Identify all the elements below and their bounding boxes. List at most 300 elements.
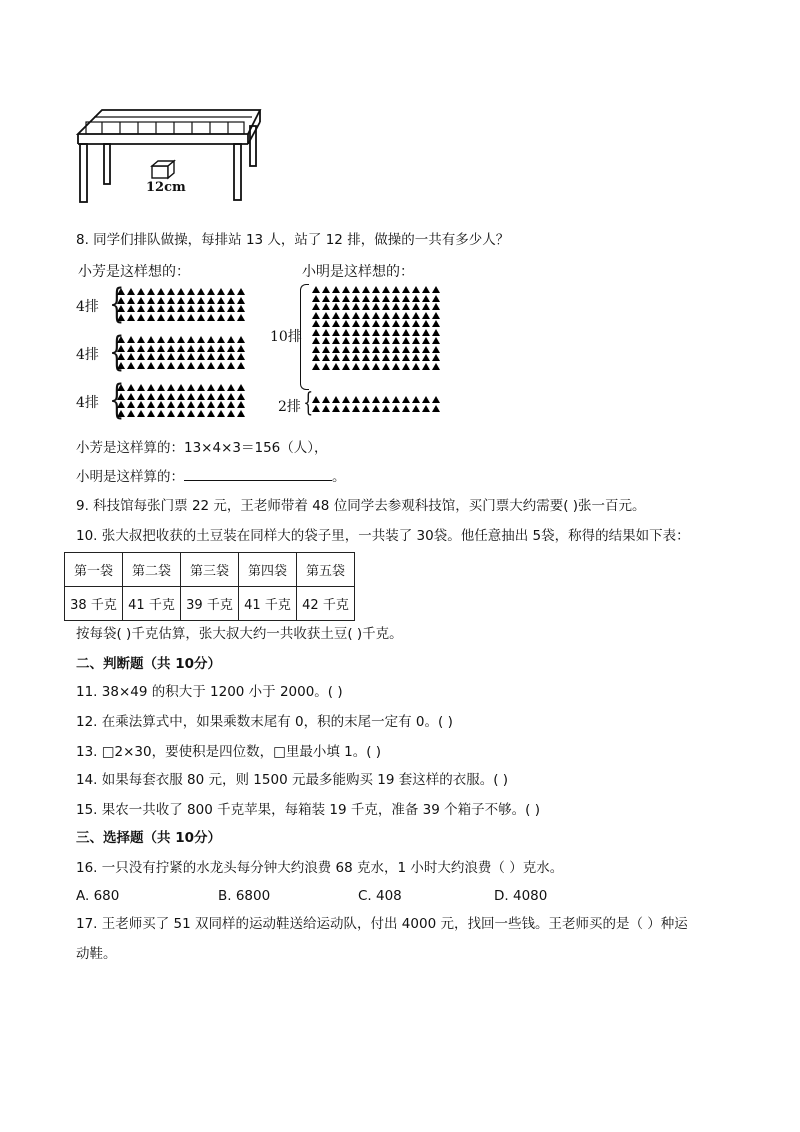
triangle-icon <box>217 353 225 360</box>
triangle-icon <box>117 401 125 408</box>
triangle-icon <box>352 329 360 336</box>
triangle-icon <box>227 362 235 369</box>
triangle-icon <box>432 286 440 293</box>
triangle-icon <box>342 312 350 319</box>
triangle-icon <box>392 329 400 336</box>
triangle-icon <box>432 312 440 319</box>
triangle-icon <box>372 354 380 361</box>
question-13: 13. □2×30，要使积是四位数，□里最小填 1。( ) <box>76 744 382 760</box>
triangle-icon <box>187 297 195 304</box>
triangle-icon <box>157 336 165 343</box>
triangle-icon <box>352 312 360 319</box>
triangle-icon <box>157 345 165 352</box>
triangle-icon <box>167 410 175 417</box>
question-10-followup: 按每袋( )千克估算，张大叔大约一共收获土豆( )千克。 <box>76 626 403 642</box>
section-2-heading: 二、判断题（共 10分） <box>76 656 221 672</box>
triangle-icon <box>342 329 350 336</box>
triangle-icon <box>392 286 400 293</box>
triangle-icon <box>227 345 235 352</box>
triangle-icon <box>362 405 370 412</box>
triangle-icon <box>127 314 135 321</box>
triangle-icon <box>227 384 235 391</box>
triangle-icon <box>157 288 165 295</box>
triangle-icon <box>177 305 185 312</box>
triangle-icon <box>382 312 390 319</box>
triangle-icon <box>167 345 175 352</box>
triangle-icon <box>422 312 430 319</box>
triangle-icon <box>197 305 205 312</box>
triangle-icon <box>157 384 165 391</box>
triangle-icon <box>117 288 125 295</box>
xiaofang-group-label-2: 4排 <box>76 347 99 363</box>
triangle-icon <box>197 401 205 408</box>
triangle-icon <box>372 286 380 293</box>
triangle-icon <box>207 314 215 321</box>
triangle-icon <box>372 320 380 327</box>
triangle-icon <box>187 336 195 343</box>
triangle-icon <box>322 354 330 361</box>
triangle-icon <box>117 393 125 400</box>
triangle-icon <box>342 286 350 293</box>
xiaofang-triangle-grid-3 <box>117 384 247 417</box>
triangle-icon <box>197 393 205 400</box>
triangle-icon <box>322 312 330 319</box>
triangle-icon <box>197 336 205 343</box>
triangle-icon <box>342 405 350 412</box>
triangle-icon <box>237 297 245 304</box>
triangle-icon <box>412 320 420 327</box>
potato-weight-table <box>64 552 355 621</box>
triangle-icon <box>402 337 410 344</box>
triangle-icon <box>167 314 175 321</box>
table-value-cell: 42 千克 <box>297 587 355 621</box>
triangle-icon <box>207 305 215 312</box>
triangle-icon <box>332 295 340 302</box>
triangle-icon <box>382 363 390 370</box>
triangle-icon <box>127 353 135 360</box>
triangle-icon <box>312 337 320 344</box>
xiaofang-calculation: 小芳是这样算的：13×4×3＝156（人）， <box>76 440 328 456</box>
triangle-icon <box>322 346 330 353</box>
triangle-icon <box>167 353 175 360</box>
triangle-icon <box>312 396 320 403</box>
triangle-icon <box>322 303 330 310</box>
triangle-icon <box>352 354 360 361</box>
triangle-icon <box>127 288 135 295</box>
brace-icon: { <box>303 388 314 418</box>
triangle-icon <box>137 401 145 408</box>
triangle-icon <box>117 305 125 312</box>
triangle-icon <box>322 329 330 336</box>
brace-icon: { <box>109 281 125 327</box>
triangle-icon <box>157 297 165 304</box>
triangle-icon <box>187 362 195 369</box>
triangle-icon <box>237 353 245 360</box>
triangle-icon <box>342 363 350 370</box>
triangle-icon <box>157 393 165 400</box>
triangle-icon <box>217 314 225 321</box>
triangle-icon <box>332 354 340 361</box>
triangle-icon <box>137 297 145 304</box>
table-value-cell: 41 千克 <box>123 587 181 621</box>
triangle-icon <box>312 286 320 293</box>
triangle-icon <box>187 384 195 391</box>
brace-icon: { <box>109 329 125 375</box>
triangle-icon <box>117 410 125 417</box>
triangle-icon <box>402 295 410 302</box>
triangle-icon <box>402 405 410 412</box>
triangle-icon <box>312 320 320 327</box>
triangle-icon <box>237 384 245 391</box>
xiaoming-calculation <box>76 466 346 487</box>
triangle-icon <box>217 345 225 352</box>
triangle-icon <box>137 336 145 343</box>
triangle-icon <box>127 305 135 312</box>
triangle-icon <box>117 353 125 360</box>
xiaofang-group-label-1: 4排 <box>76 299 99 315</box>
question-14: 14. 如果每套衣服 80 元，则 1500 元最多能购买 19 套这样的衣服。( ) <box>76 772 509 788</box>
xiaofang-triangle-grid-1 <box>117 288 247 321</box>
triangle-icon <box>412 286 420 293</box>
triangle-icon <box>217 305 225 312</box>
triangle-icon <box>197 410 205 417</box>
triangle-icon <box>177 393 185 400</box>
table-header-row <box>65 553 355 587</box>
triangle-icon <box>412 405 420 412</box>
triangle-icon <box>372 303 380 310</box>
triangle-icon <box>412 363 420 370</box>
triangle-icon <box>342 396 350 403</box>
triangle-icon <box>432 396 440 403</box>
triangle-icon <box>187 305 195 312</box>
triangle-icon <box>207 288 215 295</box>
big-brace-icon <box>300 284 309 390</box>
triangle-icon <box>147 297 155 304</box>
triangle-icon <box>332 320 340 327</box>
triangle-icon <box>422 295 430 302</box>
triangle-icon <box>382 396 390 403</box>
triangle-icon <box>422 337 430 344</box>
triangle-icon <box>332 363 340 370</box>
table-value-cell: 41 千克 <box>239 587 297 621</box>
triangle-icon <box>227 401 235 408</box>
triangle-icon <box>422 363 430 370</box>
triangle-icon <box>422 346 430 353</box>
triangle-icon <box>237 362 245 369</box>
triangle-icon <box>227 305 235 312</box>
triangle-icon <box>312 346 320 353</box>
triangle-icon <box>362 337 370 344</box>
question-16: 16. 一只没有拧紧的水龙头每分钟大约浪费 68 克水，1 小时大约浪费（ ）克水。 <box>76 860 564 876</box>
triangle-icon <box>342 354 350 361</box>
triangle-icon <box>147 314 155 321</box>
triangle-icon <box>372 295 380 302</box>
question-10: 10. 张大叔把收获的土豆装在同样大的袋子里，一共装了 30袋。他任意抽出 5袋，称得的结果如下表： <box>76 528 690 544</box>
triangle-icon <box>382 329 390 336</box>
question-8: 8. 同学们排队做操，每排站 13 人，站了 12 排，做操的一共有多少人？ <box>76 232 510 248</box>
triangle-icon <box>352 303 360 310</box>
triangle-icon <box>372 312 380 319</box>
triangle-icon <box>197 362 205 369</box>
triangle-icon <box>157 314 165 321</box>
triangle-icon <box>332 329 340 336</box>
triangle-icon <box>432 405 440 412</box>
triangle-icon <box>177 336 185 343</box>
xiaoming-triangle-grid-1 <box>312 286 442 370</box>
triangle-icon <box>177 401 185 408</box>
triangle-icon <box>167 384 175 391</box>
triangle-icon <box>147 384 155 391</box>
triangle-icon <box>147 410 155 417</box>
triangle-icon <box>217 362 225 369</box>
triangle-icon <box>362 329 370 336</box>
triangle-icon <box>402 286 410 293</box>
triangle-icon <box>372 346 380 353</box>
triangle-icon <box>207 401 215 408</box>
triangle-icon <box>237 314 245 321</box>
question-17-continued: 动鞋。 <box>76 946 117 962</box>
triangle-icon <box>167 401 175 408</box>
triangle-icon <box>412 354 420 361</box>
triangle-icon <box>342 320 350 327</box>
triangle-icon <box>177 362 185 369</box>
table-height-label: 12cm <box>146 180 186 195</box>
triangle-icon <box>167 305 175 312</box>
triangle-icon <box>167 336 175 343</box>
triangle-icon <box>127 345 135 352</box>
triangle-icon <box>177 345 185 352</box>
section-3-heading: 三、选择题（共 10分） <box>76 830 221 846</box>
triangle-icon <box>402 346 410 353</box>
triangle-icon <box>342 337 350 344</box>
triangle-icon <box>217 288 225 295</box>
triangle-icon <box>432 303 440 310</box>
triangle-icon <box>412 396 420 403</box>
triangle-icon <box>127 410 135 417</box>
table-header-cell: 第四袋 <box>239 553 297 587</box>
triangle-icon <box>167 393 175 400</box>
triangle-icon <box>217 297 225 304</box>
triangle-icon <box>147 362 155 369</box>
option-b[interactable]: B. 6800 <box>218 888 271 904</box>
xiaoming-triangle-grid-2 <box>312 396 442 412</box>
triangle-icon <box>362 346 370 353</box>
xiaoming-group-label-2: 2排 <box>278 399 301 415</box>
triangle-icon <box>157 401 165 408</box>
triangle-icon <box>322 363 330 370</box>
triangle-icon <box>177 353 185 360</box>
triangle-icon <box>127 362 135 369</box>
triangle-icon <box>322 320 330 327</box>
triangle-icon <box>137 410 145 417</box>
triangle-icon <box>177 410 185 417</box>
triangle-icon <box>402 329 410 336</box>
triangle-icon <box>207 410 215 417</box>
triangle-icon <box>127 336 135 343</box>
triangle-icon <box>342 303 350 310</box>
triangle-icon <box>392 337 400 344</box>
triangle-icon <box>412 312 420 319</box>
triangle-icon <box>207 362 215 369</box>
triangle-icon <box>362 312 370 319</box>
triangle-icon <box>147 288 155 295</box>
option-a[interactable]: A. 680 <box>76 888 120 904</box>
triangle-icon <box>352 337 360 344</box>
triangle-icon <box>137 345 145 352</box>
xiaofang-title: 小芳是这样想的： <box>78 264 190 280</box>
triangle-icon <box>332 346 340 353</box>
option-d[interactable]: D. 4080 <box>494 888 548 904</box>
table-value-row <box>65 587 355 621</box>
triangle-icon <box>362 396 370 403</box>
triangle-icon <box>402 320 410 327</box>
triangle-icon <box>157 305 165 312</box>
triangle-icon <box>332 312 340 319</box>
table-header-cell: 第一袋 <box>65 553 123 587</box>
triangle-icon <box>147 345 155 352</box>
triangle-icon <box>362 286 370 293</box>
table-value-cell: 39 千克 <box>181 587 239 621</box>
triangle-icon <box>117 297 125 304</box>
triangle-icon <box>117 362 125 369</box>
triangle-icon <box>177 297 185 304</box>
triangle-icon <box>312 303 320 310</box>
triangle-icon <box>207 384 215 391</box>
triangle-icon <box>312 295 320 302</box>
triangle-icon <box>392 354 400 361</box>
triangle-icon <box>412 337 420 344</box>
triangle-icon <box>432 346 440 353</box>
xiaoming-title: 小明是这样想的： <box>302 264 414 280</box>
triangle-icon <box>177 384 185 391</box>
triangle-icon <box>187 353 195 360</box>
triangle-icon <box>392 363 400 370</box>
triangle-icon <box>147 353 155 360</box>
triangle-icon <box>117 384 125 391</box>
triangle-icon <box>422 320 430 327</box>
question-12: 12. 在乘法算式中，如果乘数末尾有 0，积的末尾一定有 0。( ) <box>76 714 453 730</box>
triangle-icon <box>207 345 215 352</box>
triangle-icon <box>137 314 145 321</box>
question-9: 9. 科技馆每张门票 22 元，王老师带着 48 位同学去参观科技馆，买门票大约需要( )张一百元。 <box>76 498 646 514</box>
triangle-icon <box>312 405 320 412</box>
triangle-icon <box>167 362 175 369</box>
triangle-icon <box>432 329 440 336</box>
triangle-icon <box>422 405 430 412</box>
question-11: 11. 38×49 的积大于 1200 小于 2000。( ) <box>76 684 343 700</box>
triangle-icon <box>382 286 390 293</box>
triangle-icon <box>137 353 145 360</box>
triangle-icon <box>187 410 195 417</box>
triangle-icon <box>362 320 370 327</box>
triangle-icon <box>382 346 390 353</box>
triangle-icon <box>177 314 185 321</box>
triangle-icon <box>177 288 185 295</box>
triangle-icon <box>197 345 205 352</box>
triangle-icon <box>207 336 215 343</box>
triangle-icon <box>352 363 360 370</box>
answer-blank[interactable] <box>184 466 332 481</box>
triangle-icon <box>352 320 360 327</box>
triangle-icon <box>322 295 330 302</box>
triangle-icon <box>332 405 340 412</box>
triangle-icon <box>312 329 320 336</box>
triangle-icon <box>137 393 145 400</box>
triangle-icon <box>372 337 380 344</box>
triangle-icon <box>227 353 235 360</box>
triangle-icon <box>147 393 155 400</box>
triangle-icon <box>402 354 410 361</box>
triangle-icon <box>217 401 225 408</box>
triangle-icon <box>412 329 420 336</box>
triangle-icon <box>137 384 145 391</box>
triangle-icon <box>402 312 410 319</box>
triangle-icon <box>197 288 205 295</box>
triangle-icon <box>137 362 145 369</box>
triangle-icon <box>127 384 135 391</box>
triangle-icon <box>322 396 330 403</box>
triangle-icon <box>322 405 330 412</box>
triangle-icon <box>147 305 155 312</box>
triangle-icon <box>207 353 215 360</box>
option-c[interactable]: C. 408 <box>358 888 402 904</box>
triangle-icon <box>352 295 360 302</box>
triangle-icon <box>352 346 360 353</box>
triangle-icon <box>332 337 340 344</box>
triangle-icon <box>372 329 380 336</box>
triangle-icon <box>187 401 195 408</box>
triangle-icon <box>392 405 400 412</box>
triangle-icon <box>382 303 390 310</box>
triangle-icon <box>207 297 215 304</box>
triangle-icon <box>217 384 225 391</box>
triangle-icon <box>392 303 400 310</box>
triangle-icon <box>432 354 440 361</box>
triangle-icon <box>197 297 205 304</box>
triangle-icon <box>392 312 400 319</box>
triangle-icon <box>187 345 195 352</box>
triangle-icon <box>147 336 155 343</box>
triangle-icon <box>227 297 235 304</box>
xiaoming-calc-suffix: 。 <box>332 469 346 485</box>
triangle-icon <box>157 353 165 360</box>
triangle-icon <box>432 337 440 344</box>
triangle-icon <box>332 303 340 310</box>
triangle-icon <box>237 345 245 352</box>
table-header-cell: 第二袋 <box>123 553 181 587</box>
xiaoming-calc-prefix: 小明是这样算的： <box>76 469 184 485</box>
triangle-icon <box>342 295 350 302</box>
triangle-icon <box>117 345 125 352</box>
triangle-icon <box>197 353 205 360</box>
xiaofang-triangle-grid-2 <box>117 336 247 369</box>
triangle-icon <box>402 396 410 403</box>
triangle-icon <box>157 410 165 417</box>
triangle-icon <box>362 363 370 370</box>
triangle-icon <box>322 286 330 293</box>
triangle-icon <box>312 354 320 361</box>
triangle-icon <box>422 354 430 361</box>
triangle-icon <box>392 320 400 327</box>
triangle-icon <box>312 312 320 319</box>
triangle-icon <box>372 405 380 412</box>
triangle-icon <box>187 314 195 321</box>
triangle-icon <box>432 320 440 327</box>
triangle-icon <box>382 295 390 302</box>
table-header-cell: 第五袋 <box>297 553 355 587</box>
triangle-icon <box>422 396 430 403</box>
triangle-icon <box>312 363 320 370</box>
